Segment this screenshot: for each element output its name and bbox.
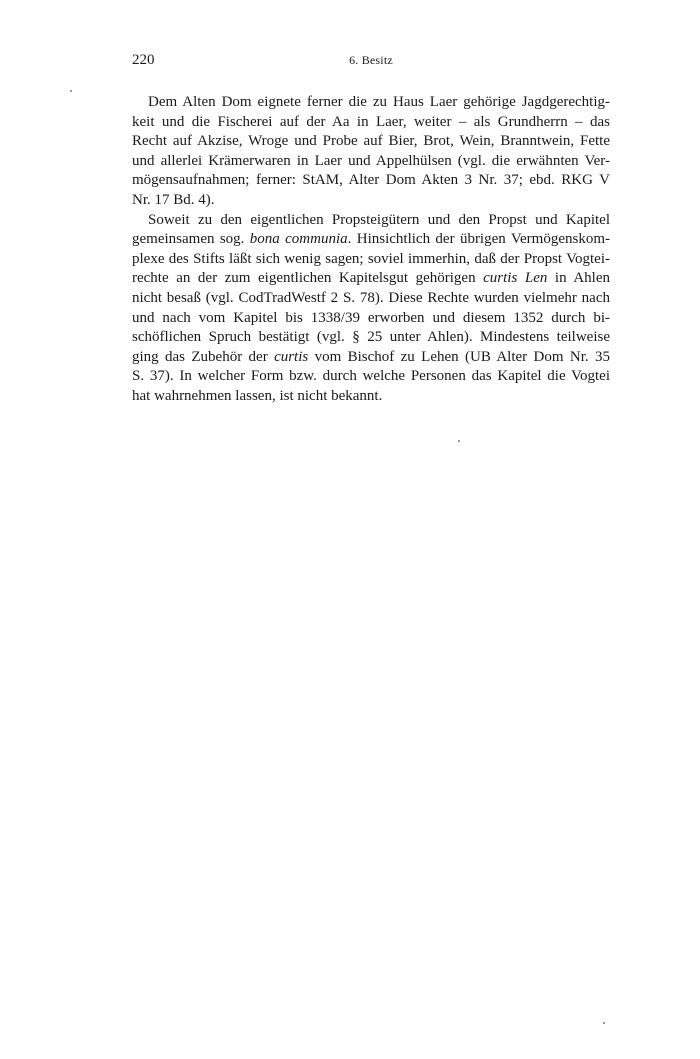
- scan-speck: [70, 90, 72, 92]
- text-line: Dem Alten Dom eignete ferner die zu Haus Laer gehörige Jagdgerechtig-: [148, 94, 610, 110]
- page-number: 220: [132, 52, 155, 68]
- paragraph: [132, 93, 610, 211]
- italic-term: curtis Len: [483, 270, 548, 287]
- paragraph: [132, 211, 610, 407]
- scan-speck: [458, 440, 460, 442]
- text-line: gemeinsamen sog. bona communia. Hinsichtlich der übrigen Vermögenskom-: [132, 231, 610, 248]
- text-line: mögensaufnahmen; ferner: StAM, Alter Dom Akten 3 Nr. 37; ebd. RKG V: [132, 172, 610, 189]
- text-line: S. 37). In welcher Form bzw. durch welche Personen das Kapitel die Vogtei: [132, 368, 610, 385]
- text-line: schöflichen Spruch bestätigt (vgl. § 25 unter Ahlen). Mindestens teilweise: [132, 329, 610, 346]
- text-line: und allerlei Krämerwaren in Laer und Appelhülsen (vgl. die erwähnten Ver-: [132, 152, 610, 169]
- text-line: Nr. 17 Bd. 4).: [132, 191, 215, 208]
- body-text: [132, 93, 610, 407]
- text-line: keit und die Fischerei auf der Aa in Laer, weiter – als Grundherrn – das: [132, 113, 610, 130]
- text-line: hat wahrnehmen lassen, ist nicht bekannt.: [132, 387, 383, 404]
- italic-term: curtis: [274, 348, 309, 365]
- text-line: Recht auf Akzise, Wroge und Probe auf Bier, Brot, Wein, Branntwein, Fette: [132, 133, 610, 150]
- text-line: plexe des Stifts läßt sich wenig sagen; soviel immerhin, daß der Propst Vogtei-: [132, 250, 610, 267]
- text-line: und nach vom Kapitel bis 1338/39 erworben und diesem 1352 durch bi-: [132, 309, 610, 326]
- text-line: Soweit zu den eigentlichen Propsteigütern und den Propst und Kapitel: [148, 211, 610, 228]
- page-header: [132, 52, 610, 74]
- scan-speck: [603, 1022, 605, 1024]
- italic-term: bona communia: [249, 231, 348, 248]
- text-line: nicht besaß (vgl. CodTradWestf 2 S. 78). Diese Rechte wurden vielmehr nach: [132, 289, 610, 306]
- text-line: ging das Zubehör der curtis vom Bischof zu Lehen (UB Alter Dom Nr. 35: [132, 348, 610, 365]
- running-head: 6. Besitz: [349, 53, 393, 67]
- text-line: rechte an der zum eigentlichen Kapitelsgut gehörigen curtis Len in Ahlen: [132, 270, 610, 287]
